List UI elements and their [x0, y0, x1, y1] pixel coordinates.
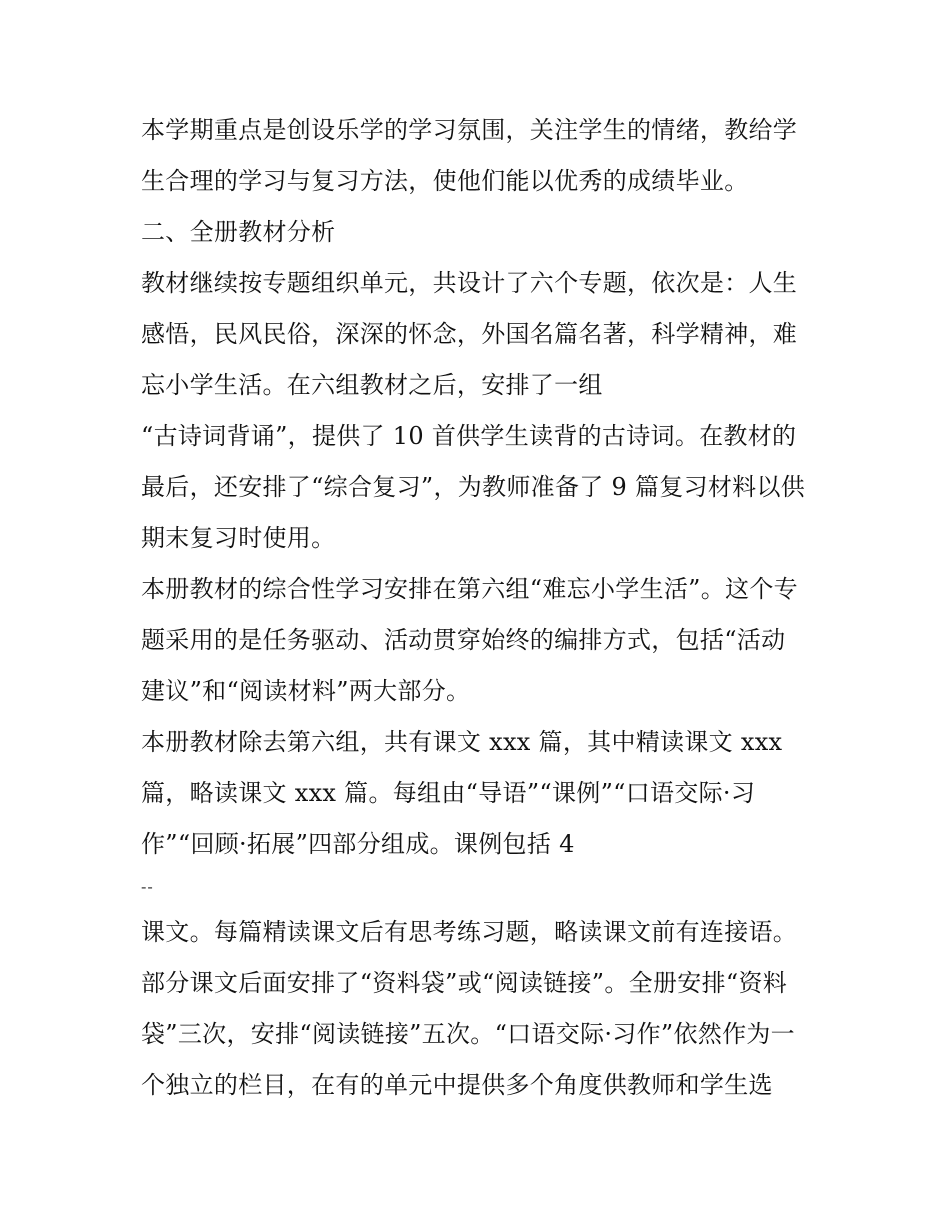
text-line: 感悟，民风民俗，深深的怀念，外国名篇名著，科学精神，难: [141, 320, 798, 348]
text-line: 部分课文后面安排了“资料袋”或“阅读链接”。全册安排“资料: [141, 969, 788, 997]
text-line: 生合理的学习与复习方法，使他们能以优秀的成绩毕业。: [141, 167, 749, 195]
text-line: 忘小学生活。在六组教材之后，安排了一组: [141, 371, 603, 399]
text-line: 作”“回顾·拓展”四部分组成。课例包括 4: [141, 830, 575, 858]
text-line: 本册教材的综合性学习安排在第六组“难忘小学生活”。这个专: [141, 575, 798, 603]
text-line: 期末复习时使用。: [141, 524, 336, 552]
text-line: 题采用的是任务驱动、活动贯穿始终的编排方式，包括“活动: [141, 626, 786, 654]
text-line: 本册教材除去第六组，共有课文 xxx 篇，其中精读课文 xxx: [141, 728, 783, 756]
text-line: “古诗词背诵”，提供了 10 首供学生读背的古诗词。在教材的: [141, 422, 797, 450]
text-line: 课文。每篇精读课文后有思考练习题，略读课文前有连接语。: [141, 918, 798, 946]
page-separator: --: [141, 877, 154, 896]
text-line: 袋”三次，安排“阅读链接”五次。“口语交际·习作”依然作为一: [141, 1020, 795, 1048]
text-line: 个独立的栏目，在有的单元中提供多个角度供教师和学生选: [141, 1071, 773, 1099]
text-line: 建议”和“阅读材料”两大部分。: [141, 677, 471, 705]
text-line: 教材继续按专题组织单元，共设计了六个专题，依次是：人生: [141, 269, 798, 297]
text-line: 本学期重点是创设乐学的学习氛围，关注学生的情绪，教给学: [141, 116, 798, 144]
text-line: 最后，还安排了“综合复习”，为教师准备了 9 篇复习材料以供: [141, 473, 806, 501]
text-line: 篇，略读课文 xxx 篇。每组由“导语”“课例”“口语交际·习: [141, 779, 756, 807]
section-heading: 二、全册教材分析: [141, 218, 336, 246]
